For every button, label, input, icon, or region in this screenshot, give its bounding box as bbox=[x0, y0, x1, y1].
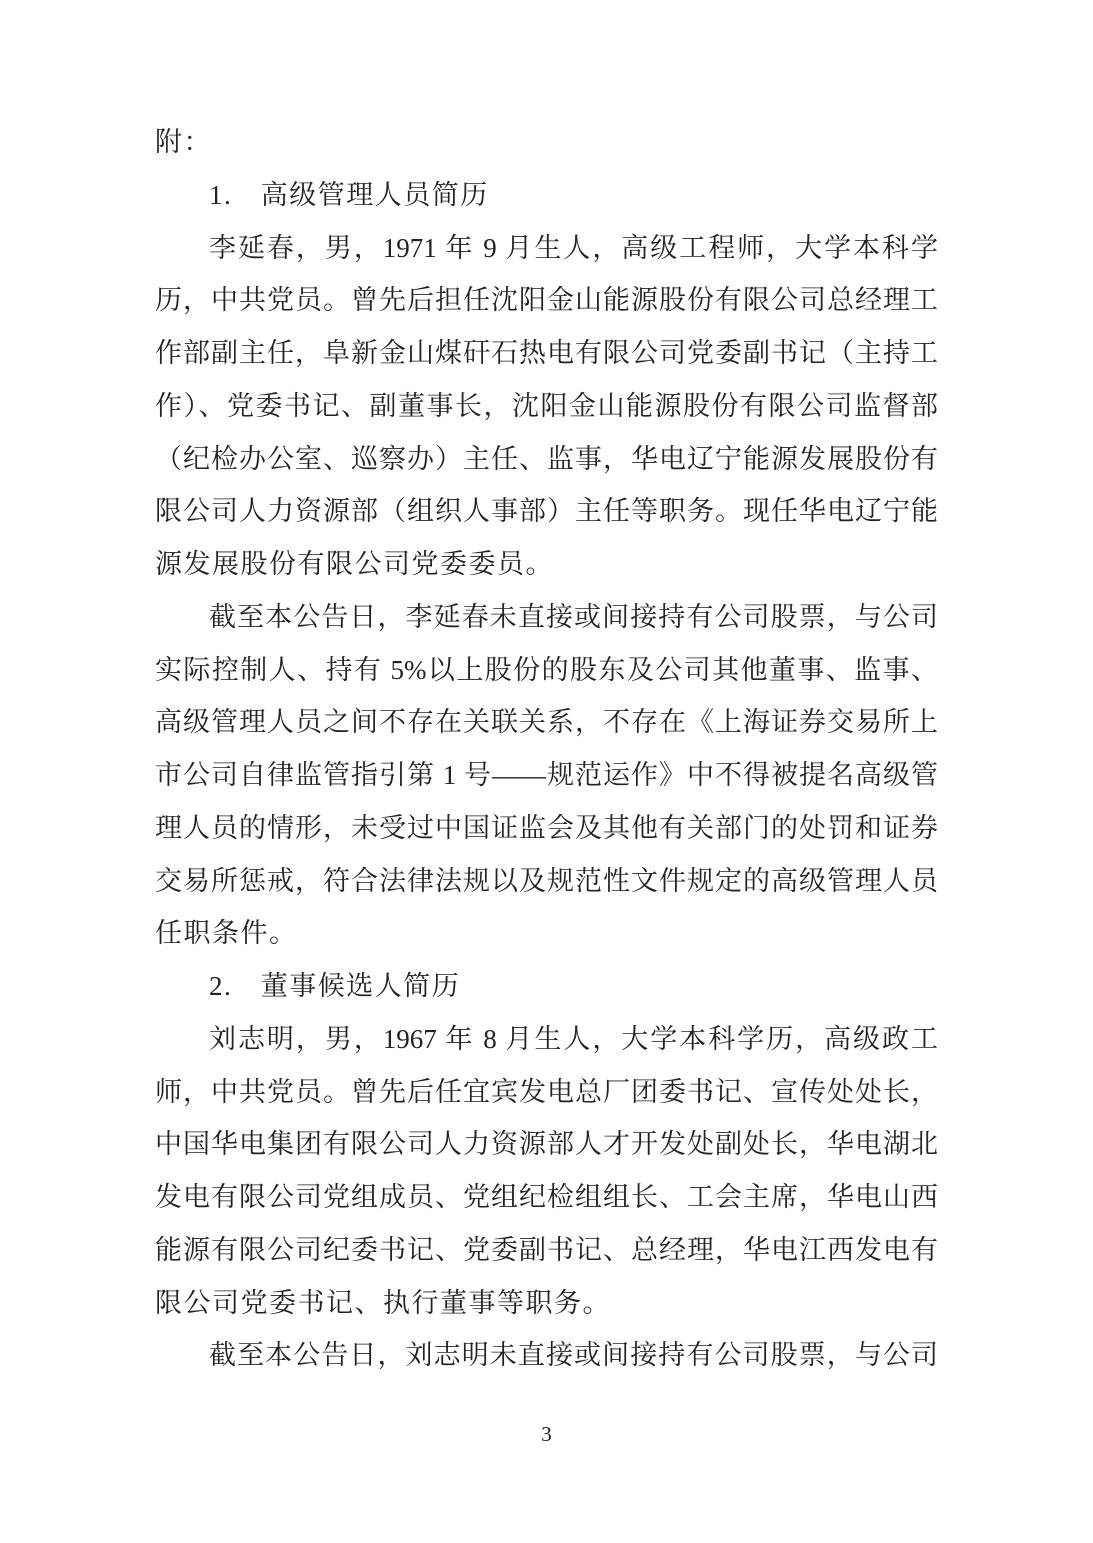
paragraph-line: （纪检办公室、巡察办）主任、监事，华电辽宁能源发展股份有 bbox=[155, 443, 938, 474]
paragraph-line: 限公司人力资源部（组织人事部）主任等职务。现任华电辽宁能 bbox=[155, 496, 938, 527]
document-body bbox=[155, 116, 938, 1382]
paragraph-line: 高级管理人员之间不存在关联关系，不存在《上海证券交易所上 bbox=[155, 707, 938, 738]
paragraph-line: 限公司党委书记、执行董事等职务。 bbox=[155, 1287, 611, 1318]
paragraph-line: 理人员的情形，未受过中国证监会及其他有关部门的处罚和证券 bbox=[155, 812, 938, 843]
paragraph-line: 能源有限公司纪委书记、党委副书记、总经理，华电江西发电有 bbox=[155, 1234, 938, 1265]
paragraph-line: 交易所惩戒，符合法律法规以及规范性文件规定的高级管理人员 bbox=[155, 865, 938, 896]
paragraph-line: 截至本公告日，刘志明未直接或间接持有公司股票，与公司 bbox=[209, 1340, 938, 1371]
paragraph-line: 历，中共党员。曾先后担任沈阳金山能源股份有限公司总经理工 bbox=[155, 285, 938, 316]
paragraph-line: 截至本公告日，李延春未直接或间接持有公司股票，与公司 bbox=[209, 601, 938, 632]
paragraph-line: 实际控制人、持有 5%以上股份的股东及公司其他董事、监事、 bbox=[155, 654, 938, 685]
paragraph-line: 刘志明，男，1967 年 8 月生人，大学本科学历，高级政工 bbox=[209, 1023, 938, 1054]
paragraph-line: 师，中共党员。曾先后任宜宾发电总厂团委书记、宣传处处长， bbox=[155, 1076, 938, 1107]
page-number: 3 bbox=[541, 1422, 552, 1446]
paragraph-line: 源发展股份有限公司党委委员。 bbox=[155, 549, 554, 579]
paragraph-line: 发电有限公司党组成员、党组纪检组组长、工会主席，华电山西 bbox=[155, 1182, 938, 1212]
section-heading: 1. 高级管理人员简历 bbox=[209, 179, 489, 210]
paragraph-line: 任职条件。 bbox=[155, 918, 298, 949]
paragraph-line: 作部副主任，阜新金山煤矸石热电有限公司党委副书记（主持工 bbox=[155, 338, 938, 368]
attachment-label: 附： bbox=[155, 127, 212, 157]
paragraph-line: 中国华电集团有限公司人力资源部人才开发处副处长，华电湖北 bbox=[155, 1129, 938, 1160]
paragraph-line: 作）、党委书记、副董事长，沈阳金山能源股份有限公司监督部 bbox=[155, 390, 938, 421]
section-heading: 2. 董事候选人简历 bbox=[209, 971, 461, 1001]
paragraph-line: 市公司自律监管指引第 1 号——规范运作》中不得被提名高级管 bbox=[155, 760, 938, 790]
paragraph-line: 李延春，男，1971 年 9 月生人，高级工程师，大学本科学 bbox=[209, 232, 938, 263]
